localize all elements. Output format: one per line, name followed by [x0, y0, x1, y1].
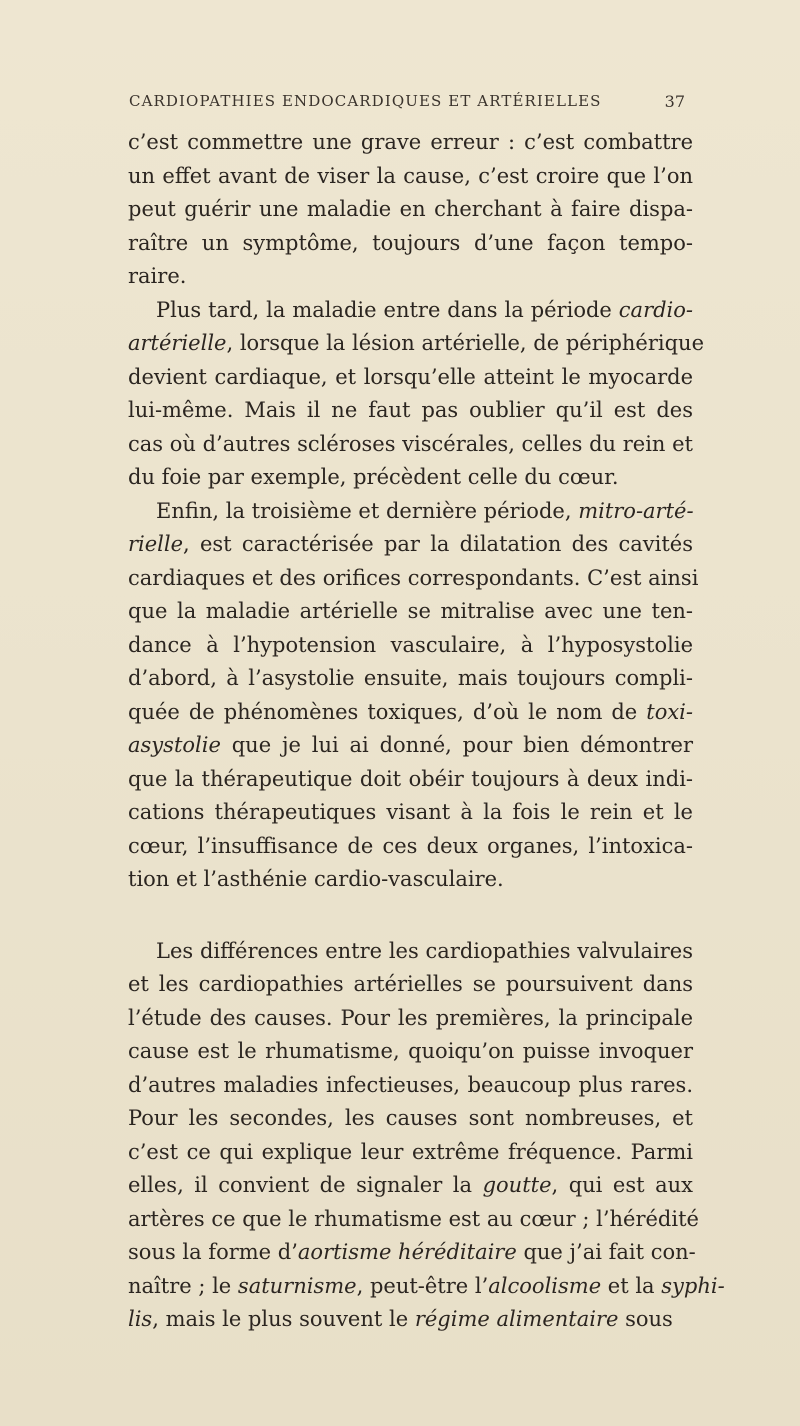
text-run: cas où d’autres scléroses viscérales, celles du rein et [128, 431, 693, 456]
italic-term: mitro-arté- [578, 498, 694, 523]
text-line [128, 562, 699, 596]
text-run: c’est ce qui explique leur extrême fréquence. Parmi [128, 1139, 693, 1164]
text-line [128, 260, 693, 294]
text-run: , qui est aux [551, 1173, 694, 1197]
italic-term: artérielle [128, 331, 227, 355]
text-run: Pour les secondes, les causes sont nombreuses, et [128, 1106, 693, 1130]
running-head [125, 92, 685, 116]
text-run: que la maladie artérielle se mitralise avec une ten- [128, 599, 693, 623]
text-line [128, 361, 693, 395]
text-line [128, 629, 693, 663]
text-run: d’autres maladies infectieuses, beaucoup plus rares. [128, 1072, 693, 1097]
text-line [128, 863, 693, 897]
text-run: devient cardiaque, et lorsqu’elle atteint le myocarde [128, 364, 693, 389]
italic-term: syphi- [661, 1273, 725, 1298]
text-run: Plus tard, la maladie entre dans la période [156, 297, 619, 322]
text-line [128, 1270, 725, 1304]
text-run: sous [618, 1307, 673, 1331]
paragraph [128, 495, 699, 897]
text-line [128, 1002, 693, 1036]
text-line [128, 1169, 693, 1203]
text-run: sous la forme d’ [128, 1240, 298, 1264]
text-run: cause est le rhumatisme, quoiqu’on puisse invoquer [128, 1039, 693, 1063]
text-line [128, 495, 693, 529]
italic-term: rielle [128, 532, 184, 556]
paragraph [128, 935, 725, 1337]
text-line [128, 968, 693, 1002]
text-line [128, 227, 693, 261]
text-run: que j’ai fait con- [516, 1240, 696, 1264]
text-run: tion et l’asthénie cardio-vasculaire. [128, 867, 504, 891]
page-number: 37 [664, 92, 685, 111]
text-line [128, 1203, 699, 1237]
text-line [128, 1035, 693, 1069]
text-line [128, 729, 693, 763]
text-run: raire. [128, 264, 187, 288]
italic-term: saturnisme [237, 1273, 357, 1298]
text-line [128, 1303, 693, 1337]
text-line [128, 830, 693, 864]
text-line [128, 428, 693, 462]
text-run: lui-même. Mais il ne faut pas oublier qu’il est des [128, 398, 693, 422]
italic-term: aortisme héréditaire [297, 1240, 517, 1264]
text-line [128, 1069, 693, 1103]
text-line [128, 294, 693, 328]
text-run: que la thérapeutique doit obéir toujours à deux indi- [128, 766, 693, 791]
text-line [128, 595, 693, 629]
text-run: cations thérapeutiques visant à la fois le rein et le [128, 800, 693, 824]
text-line [128, 796, 693, 830]
text-line [128, 1236, 696, 1270]
text-run: Enfin, la troisième et dernière période, [156, 498, 579, 523]
text-run: et la [601, 1273, 662, 1298]
text-run: dance à l’hypotension vasculaire, à l’hyposystolie [128, 632, 693, 657]
text-run: , lorsque la lésion artérielle, de périphérique [226, 331, 704, 355]
text-run: , est caractérisée par la dilatation des cavités [183, 532, 693, 556]
text-run: cardiaques et des orifices correspondants. C’est ainsi [128, 565, 699, 590]
text-line [128, 193, 693, 227]
italic-term: toxi- [646, 699, 693, 724]
italic-term: régime alimentaire [414, 1307, 619, 1331]
italic-term: cardio- [618, 297, 693, 322]
text-line [128, 160, 693, 194]
text-line [128, 1102, 693, 1136]
text-line [128, 1136, 693, 1170]
text-run: , peut-être l’ [356, 1273, 489, 1298]
text-run: c’est commettre une grave erreur : c’est combattre [128, 130, 693, 154]
text-line [128, 763, 693, 797]
text-run: , mais le plus souvent le [152, 1307, 415, 1331]
italic-term: lis [128, 1307, 153, 1331]
italic-term: alcoolisme [488, 1273, 602, 1298]
text-run: que je lui ai donné, pour bien démontrer [220, 733, 693, 757]
text-run: quée de phénomènes toxiques, d’où le nom de [128, 699, 647, 724]
section-gap [128, 897, 693, 935]
text-run: artères ce que le rhumatisme est au cœur ; l’hérédité [128, 1206, 699, 1231]
text-line [128, 662, 693, 696]
text-run: d’abord, à l’asystolie ensuite, mais toujours compli- [128, 666, 693, 690]
text-line [128, 126, 693, 160]
running-head-title: CARDIOPATHIES ENDOCARDIQUES ET ARTÉRIELLES [129, 92, 602, 110]
text-run: peut guérir une maladie en cherchant à faire dispa- [128, 197, 693, 221]
text-run: l’étude des causes. Pour les premières, la principale [128, 1005, 693, 1030]
text-run: Les différences entre les cardiopathies valvulaires [156, 938, 693, 963]
text-line [128, 935, 693, 969]
text-run: cœur, l’insuffisance de ces deux organes, l’intoxica- [128, 833, 693, 858]
paragraph [128, 126, 693, 294]
text-line [128, 528, 693, 562]
paragraph [128, 294, 704, 495]
body-text [128, 126, 725, 1337]
text-line [128, 696, 693, 730]
italic-term: goutte [482, 1173, 552, 1197]
text-run: elles, il convient de signaler la [128, 1173, 483, 1197]
text-run: et les cardiopathies artérielles se poursuivent dans [128, 972, 693, 996]
text-line [128, 394, 693, 428]
text-run: raître un symptôme, toujours d’une façon tempo- [128, 230, 693, 255]
italic-term: asystolie [128, 733, 221, 757]
text-line [128, 327, 704, 361]
text-run: un effet avant de viser la cause, c’est croire que l’on [128, 163, 693, 188]
text-run: du foie par exemple, précèdent celle du cœur. [128, 465, 619, 489]
text-run: naître ; le [128, 1273, 238, 1298]
text-line [128, 461, 693, 495]
